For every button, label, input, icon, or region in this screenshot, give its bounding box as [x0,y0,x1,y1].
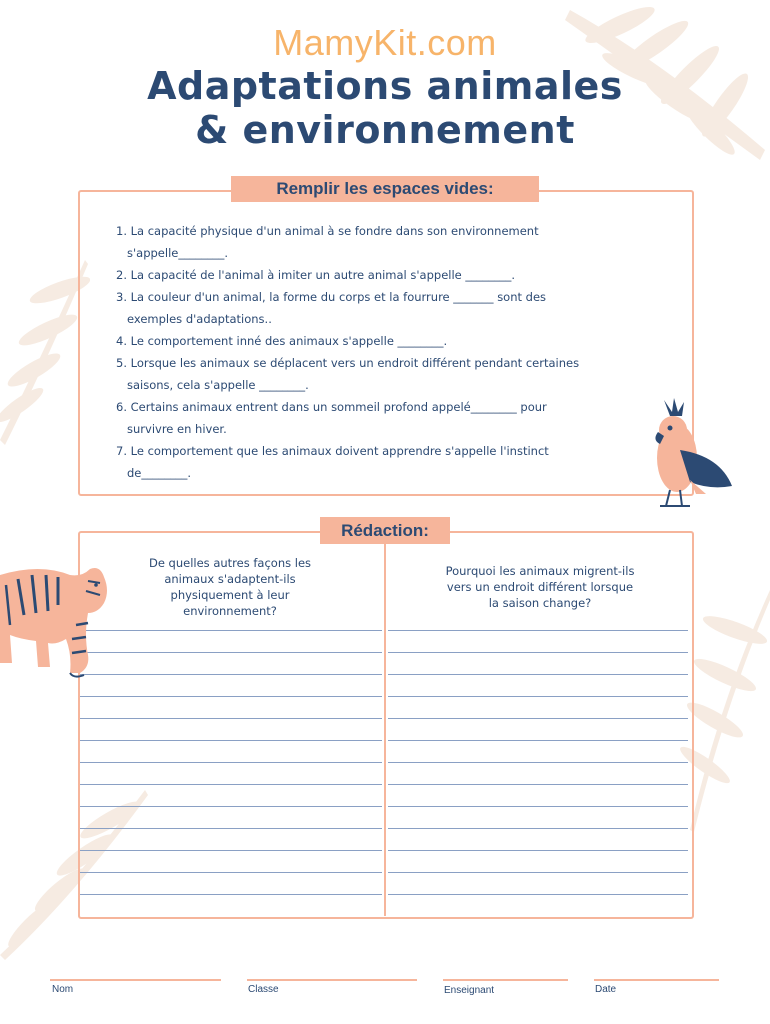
answer-line[interactable] [388,674,688,675]
writing-heading: Rédaction: [320,517,450,544]
question-line: 1. La capacité physique d'un animal à se fondre dans son environnement [116,224,539,238]
answer-line[interactable] [80,806,382,807]
brand-name: MamyKit.com [273,22,497,63]
name-field-label: Nom [52,984,74,995]
tiger-illustration-icon [0,555,112,680]
question-line: exemples d'adaptations.. [127,312,272,326]
answer-line[interactable] [80,652,382,653]
answer-line[interactable] [80,718,382,719]
answer-line[interactable] [80,784,382,785]
class-field-label: Classe [248,984,279,995]
question-line: de________. [127,466,192,480]
answer-line[interactable] [388,630,688,631]
question-line: 4. Le comportement inné des animaux s'appelle ________. [116,334,448,348]
answer-line[interactable] [80,696,382,697]
answer-line[interactable] [80,630,382,631]
page-title-line-2: & environnement [195,108,575,152]
answer-line[interactable] [388,806,688,807]
name-field-line[interactable] [50,979,221,981]
right-prompt-line: Pourquoi les animaux migrent-ils [445,564,635,578]
answer-line[interactable] [80,740,382,741]
answer-line[interactable] [80,674,382,675]
right-prompt-line: vers un endroit différent lorsque [446,580,634,594]
date-field-label: Date [595,984,617,995]
left-prompt-line: environnement? [183,604,277,618]
right-prompt-line: la saison change? [488,596,592,610]
answer-line[interactable] [388,762,688,763]
answer-line[interactable] [80,872,382,873]
teacher-field-line[interactable] [443,979,568,981]
teacher-field-label: Enseignant [444,985,495,996]
question-line: 5. Lorsque les animaux se déplacent vers un endroit différent pendant certaines [116,356,580,370]
writing-divider [384,542,386,916]
left-prompt-line: physiquement à leur [170,588,290,602]
answer-line[interactable] [80,894,382,895]
answer-line[interactable] [388,828,688,829]
right-prompt [405,563,675,611]
question-line: 6. Certains animaux entrent dans un sommeil profond appelé________ pour [116,400,547,414]
left-prompt [100,555,360,619]
question-line: 3. La couleur d'un animal, la forme du corps et la fourrure _______ sont des [116,290,547,304]
question-line: s'appelle________. [127,246,228,260]
question-line: survivre en hiver. [127,422,227,436]
left-prompt-line: De quelles autres façons les [148,556,312,570]
leaf-decoration-icon [0,250,90,450]
question-line: 2. La capacité de l'animal à imiter un autre animal s'appelle ________. [116,268,516,282]
answer-line[interactable] [388,894,688,895]
fill-in-heading: Remplir les espaces vides: [231,176,539,202]
page-title [0,64,770,152]
date-field-line[interactable] [594,979,719,981]
parrot-illustration-icon [650,398,735,513]
question-line: 7. Le comportement que les animaux doivent apprendre s'appelle l'instinct [116,444,549,458]
answer-line[interactable] [388,652,688,653]
answer-line[interactable] [80,762,382,763]
answer-line[interactable] [388,850,688,851]
class-field-line[interactable] [247,979,417,981]
answer-line[interactable] [388,784,688,785]
answer-line[interactable] [388,872,688,873]
answer-line[interactable] [388,696,688,697]
answer-line[interactable] [80,828,382,829]
left-prompt-line: animaux s'adaptent-ils [164,572,296,586]
page-title-line-1: Adaptations animales [147,64,623,108]
answer-line[interactable] [388,718,688,719]
answer-line[interactable] [388,740,688,741]
question-line: saisons, cela s'appelle ________. [127,378,309,392]
answer-line[interactable] [80,850,382,851]
